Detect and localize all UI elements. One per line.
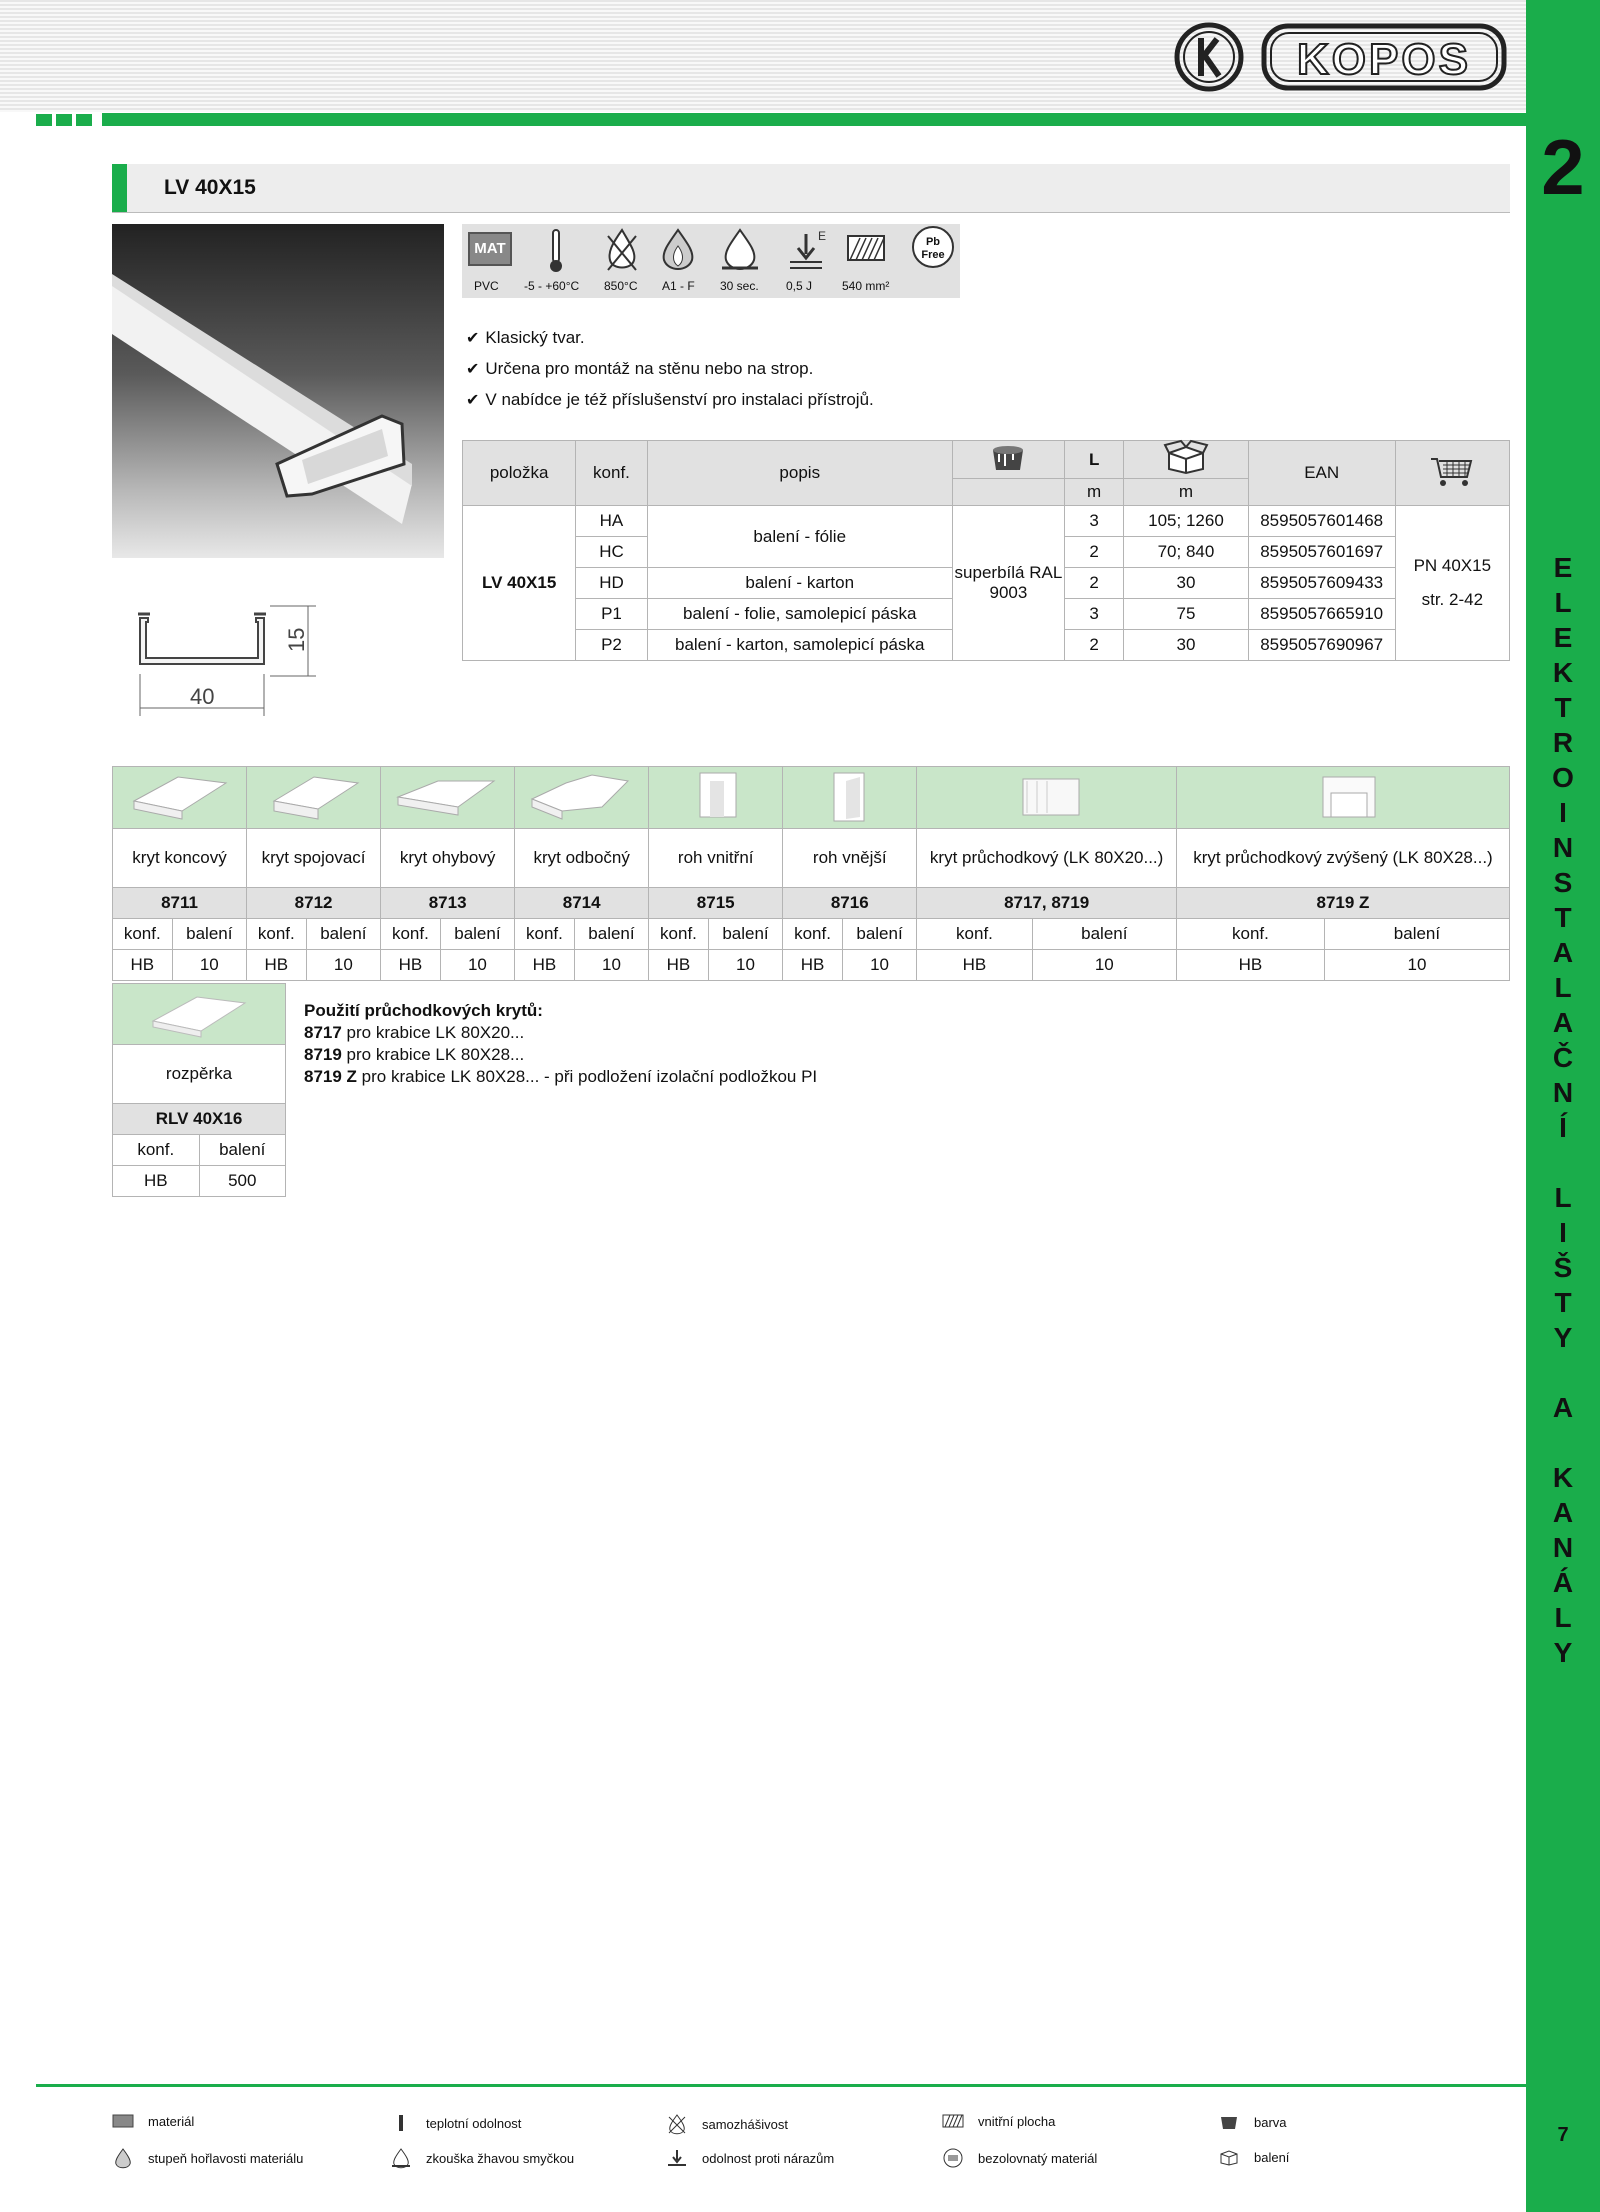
accessory-col-baleni: balení — [1324, 919, 1509, 950]
header-square — [56, 114, 72, 126]
konf-cell: P2 — [576, 630, 647, 661]
chapter-title-letter: Š — [1553, 1252, 1573, 1283]
legend-label: samozhášivost — [702, 2116, 788, 2132]
chapter-title-letter: T — [1554, 902, 1572, 933]
accessory-col-konf: konf. — [917, 919, 1032, 950]
item-code: LV 40X15 — [463, 506, 576, 661]
extra-cell — [1395, 506, 1509, 661]
flame-icon — [658, 228, 698, 274]
chapter-title-letter: Y — [1553, 1322, 1573, 1353]
feature-item: ✔ Určena pro montáž na stěnu nebo na strop. — [466, 359, 814, 378]
accessory-col-baleni: balení — [172, 919, 246, 950]
usage-note — [304, 1000, 817, 1088]
accessory-name: kryt koncový — [113, 829, 247, 888]
accessory-col-konf: konf. — [515, 919, 575, 950]
chapter-title-letter — [1526, 1145, 1600, 1180]
header-polozka: položka — [463, 441, 576, 506]
legend-item — [112, 2148, 303, 2171]
chapter-title-letter — [1526, 1425, 1600, 1460]
prop-flammability: A1 - F — [662, 279, 695, 293]
accessory-konf: HB — [783, 950, 843, 981]
accessory-konf: HB — [649, 950, 709, 981]
paint-icon — [987, 442, 1029, 472]
area-icon — [942, 2114, 964, 2131]
popis-cell: balení - karton, samolepicí páska — [647, 630, 952, 661]
ean-cell: 8595057690967 — [1248, 630, 1395, 661]
chapter-title-letter: O — [1552, 762, 1574, 793]
accessory-image — [247, 767, 381, 829]
accessory-code: 8715 — [649, 888, 783, 919]
ean-cell: 8595057665910 — [1248, 599, 1395, 630]
accessory-konf: HB — [113, 950, 173, 981]
chapter-title-letter: Y — [1553, 1637, 1573, 1668]
chapter-title-letter: L — [1554, 1182, 1572, 1213]
accessory-image — [381, 767, 515, 829]
header-square — [36, 114, 52, 126]
chapter-title-letter: Č — [1552, 1042, 1574, 1073]
accessory-baleni: 10 — [306, 950, 380, 981]
header-color-icon — [952, 441, 1064, 479]
accessories-table — [112, 766, 1510, 981]
popis-cell: balení - fólie — [647, 506, 952, 568]
usage-line: 8717 pro krabice LK 80X20... — [304, 1023, 525, 1042]
spacer-image — [113, 984, 286, 1045]
feature-item: ✔ Klasický tvar. — [466, 328, 585, 347]
accessory-baleni: 10 — [1032, 950, 1176, 981]
flame-icon — [112, 2148, 134, 2171]
product-table — [462, 440, 1510, 661]
chapter-title-letter: L — [1554, 1602, 1572, 1633]
legend-item — [1218, 2114, 1287, 2133]
accessory-code: 8712 — [247, 888, 381, 919]
chapter-title-letter: A — [1552, 1007, 1574, 1038]
header-ean: EAN — [1248, 441, 1395, 506]
qty-cell: 75 — [1124, 599, 1248, 630]
legend-label: bezolovnatý materiál — [978, 2150, 1098, 2166]
accessory-baleni: 10 — [708, 950, 782, 981]
spacer-table — [112, 983, 286, 1197]
legend-item — [112, 2114, 194, 2131]
product-title-bar — [112, 164, 1510, 213]
property-icons-bar — [462, 224, 960, 298]
length-cell: 2 — [1065, 630, 1124, 661]
accessory-konf: HB — [917, 950, 1032, 981]
prop-self-extinguish: 850°C — [604, 279, 638, 293]
qty-cell: 30 — [1124, 630, 1248, 661]
chapter-title-letter — [1526, 1355, 1600, 1390]
accessory-baleni: 10 — [440, 950, 514, 981]
accessory-image — [1176, 767, 1509, 829]
chapter-title-letter: L — [1554, 587, 1572, 618]
spacer-col-baleni: balení — [199, 1135, 286, 1166]
accessory-konf: HB — [1176, 950, 1324, 981]
length-cell: 3 — [1065, 599, 1124, 630]
legend-label: odolnost proti nárazům — [702, 2150, 835, 2166]
length-cell: 2 — [1065, 537, 1124, 568]
chapter-title-letter: K — [1552, 657, 1574, 688]
chapter-title-letter: T — [1554, 692, 1572, 723]
box-icon — [1218, 2148, 1240, 2169]
feature-item: ✔ V nabídce je též příslušenství pro instalaci přístrojů. — [466, 390, 874, 409]
accessory-col-baleni: balení — [440, 919, 514, 950]
thermometer-icon — [390, 2114, 412, 2135]
chapter-title-letter: T — [1554, 1287, 1572, 1318]
accessory-code: 8714 — [515, 888, 649, 919]
chapter-title-letter: I — [1559, 797, 1567, 828]
mat-icon — [112, 2114, 134, 2131]
title-accent — [112, 164, 127, 212]
glow-wire-icon — [718, 228, 762, 274]
legend-item — [666, 2148, 834, 2171]
accessory-col-konf: konf. — [381, 919, 441, 950]
chapter-title-letter: L — [1554, 972, 1572, 1003]
konf-cell: P1 — [576, 599, 647, 630]
accessory-name: kryt ohybový — [381, 829, 515, 888]
prop-material: PVC — [474, 279, 499, 293]
accessory-name: kryt spojovací — [247, 829, 381, 888]
accessory-name: roh vnitřní — [649, 829, 783, 888]
self-extinguish-icon — [666, 2114, 688, 2137]
legend-item — [942, 2114, 1055, 2131]
chapter-title-letter: E — [1553, 552, 1573, 583]
color-cell: superbílá RAL 9003 — [952, 506, 1064, 661]
cross-section-drawing — [130, 596, 330, 716]
spacer-col-konf: konf. — [113, 1135, 200, 1166]
chapter-title-letter: N — [1552, 1077, 1574, 1108]
chapter-title-letter: I — [1559, 1217, 1567, 1248]
accessory-name: kryt průchodkový (LK 80X20...) — [917, 829, 1177, 888]
prop-impact: 0,5 J — [786, 279, 813, 293]
spacer-konf: HB — [113, 1166, 200, 1197]
konf-cell: HD — [576, 568, 647, 599]
legend-label: stupeň hořlavosti materiálu — [148, 2150, 304, 2166]
accessory-code: 8711 — [113, 888, 247, 919]
konf-cell: HC — [576, 537, 647, 568]
usage-title: Použití průchodkových krytů: — [304, 1001, 543, 1020]
page-number: 7 — [1557, 2124, 1569, 2146]
header-square — [76, 114, 92, 126]
thermometer-icon — [546, 228, 566, 274]
accessory-code: 8719 Z — [1176, 888, 1509, 919]
dimension-width: 40 — [190, 684, 215, 709]
accessory-col-baleni: balení — [574, 919, 648, 950]
accessory-konf: HB — [247, 950, 307, 981]
spacer-name: rozpěrka — [113, 1045, 286, 1104]
legend-item — [390, 2148, 574, 2171]
chapter-title-vertical — [1526, 550, 1600, 1670]
footer-line — [36, 2084, 1526, 2087]
chapter-title-letter: E — [1553, 622, 1573, 653]
chapter-title-letter: Í — [1559, 1112, 1567, 1143]
accessory-name: roh vnější — [783, 829, 917, 888]
product-photo — [112, 224, 444, 558]
ean-cell: 8595057601468 — [1248, 506, 1395, 537]
accessory-baleni: 10 — [842, 950, 916, 981]
paint-icon — [1218, 2114, 1240, 2133]
konf-cell: HA — [576, 506, 647, 537]
accessory-col-baleni: balení — [306, 919, 380, 950]
glow-wire-icon — [390, 2148, 412, 2171]
chapter-title-letter: N — [1552, 1532, 1574, 1563]
header-color-blank — [952, 479, 1064, 506]
cart-icon — [1429, 453, 1475, 489]
accessory-col-baleni: balení — [708, 919, 782, 950]
usage-line: 8719 Z pro krabice LK 80X28... - při podložení izolační podložkou PI — [304, 1067, 818, 1086]
product-title: LV 40X15 — [164, 176, 256, 199]
header-green-line — [102, 113, 1526, 126]
legend-label: barva — [1254, 2114, 1287, 2130]
qty-cell: 105; 1260 — [1124, 506, 1248, 537]
accessory-col-baleni: balení — [842, 919, 916, 950]
pb-free-icon — [942, 2148, 964, 2171]
accessory-image — [515, 767, 649, 829]
qty-cell: 70; 840 — [1124, 537, 1248, 568]
chapter-title-letter: A — [1552, 1497, 1574, 1528]
accessory-name: kryt průchodkový zvýšený (LK 80X28...) — [1176, 829, 1509, 888]
legend-label: balení — [1254, 2149, 1290, 2165]
extra-page-ref: str. 2-42 — [1421, 590, 1484, 609]
legend-item — [942, 2148, 1097, 2171]
accessory-image — [113, 767, 247, 829]
chapter-number: 2 — [1541, 123, 1585, 211]
impact-icon — [788, 228, 827, 274]
chapter-title-letter: R — [1552, 727, 1574, 758]
logo-text: KOPOS — [1297, 35, 1471, 84]
header-length: L — [1065, 441, 1124, 479]
area-icon — [846, 234, 886, 264]
prop-glow-wire: 30 sec. — [720, 279, 759, 293]
qty-cell: 30 — [1124, 568, 1248, 599]
impact-icon — [666, 2148, 688, 2171]
accessory-name: kryt odbočný — [515, 829, 649, 888]
header-unit-m: m — [1124, 479, 1248, 506]
accessory-baleni: 10 — [1324, 950, 1509, 981]
popis-cell: balení - folie, samolepicí páska — [647, 599, 952, 630]
pb-free-icon: Pb Free — [912, 226, 954, 268]
chapter-title-letter: Á — [1552, 1567, 1574, 1598]
ean-cell: 8595057601697 — [1248, 537, 1395, 568]
length-cell: 3 — [1065, 506, 1124, 537]
accessory-col-konf: konf. — [649, 919, 709, 950]
legend-item — [666, 2114, 788, 2137]
accessory-image — [783, 767, 917, 829]
chapter-title-letter: N — [1552, 832, 1574, 863]
accessory-image — [917, 767, 1177, 829]
accessory-code: 8716 — [783, 888, 917, 919]
accessory-col-konf: konf. — [1176, 919, 1324, 950]
legend-item — [390, 2114, 521, 2135]
prop-temperature: -5 - +60°C — [524, 279, 580, 293]
legend-item — [1218, 2148, 1289, 2169]
header-unit-m: m — [1065, 479, 1124, 506]
accessory-col-baleni: balení — [1032, 919, 1176, 950]
usage-line: 8719 pro krabice LK 80X28... — [304, 1045, 525, 1064]
popis-cell: balení - karton — [647, 568, 952, 599]
accessory-code: 8713 — [381, 888, 515, 919]
extra-code: PN 40X15 — [1413, 556, 1492, 575]
accessory-col-konf: konf. — [783, 919, 843, 950]
header-cart-icon — [1395, 441, 1509, 506]
self-extinguish-icon — [602, 228, 642, 274]
accessory-baleni: 10 — [172, 950, 246, 981]
legend-label: teplotní odolnost — [426, 2115, 522, 2131]
chapter-title-letter: A — [1552, 937, 1574, 968]
spacer-baleni: 500 — [199, 1166, 286, 1197]
kopos-logo — [1172, 20, 1512, 94]
accessory-baleni: 10 — [574, 950, 648, 981]
header-pack-icon — [1124, 441, 1248, 479]
chapter-title-letter: S — [1553, 867, 1573, 898]
accessory-konf: HB — [381, 950, 441, 981]
mat-icon: MAT — [468, 232, 512, 266]
impact-e-mark: E — [818, 229, 827, 243]
chapter-title-letter: A — [1552, 1392, 1574, 1423]
chapter-title-letter: K — [1552, 1462, 1574, 1493]
legend-label: materiál — [148, 2114, 195, 2129]
dimension-height: 15 — [284, 627, 309, 652]
spacer-code: RLV 40X16 — [113, 1104, 286, 1135]
accessory-image — [649, 767, 783, 829]
box-icon — [1163, 441, 1209, 473]
accessory-konf: HB — [515, 950, 575, 981]
accessory-code: 8717, 8719 — [917, 888, 1177, 919]
legend-label: vnitřní plocha — [978, 2114, 1056, 2129]
header-konf: konf. — [576, 441, 647, 506]
accessory-col-konf: konf. — [247, 919, 307, 950]
length-cell: 2 — [1065, 568, 1124, 599]
prop-area: 540 mm² — [842, 279, 890, 293]
accessory-col-konf: konf. — [113, 919, 173, 950]
legend-label: zkouška žhavou smyčkou — [426, 2150, 575, 2166]
header-popis: popis — [647, 441, 952, 506]
ean-cell: 8595057609433 — [1248, 568, 1395, 599]
